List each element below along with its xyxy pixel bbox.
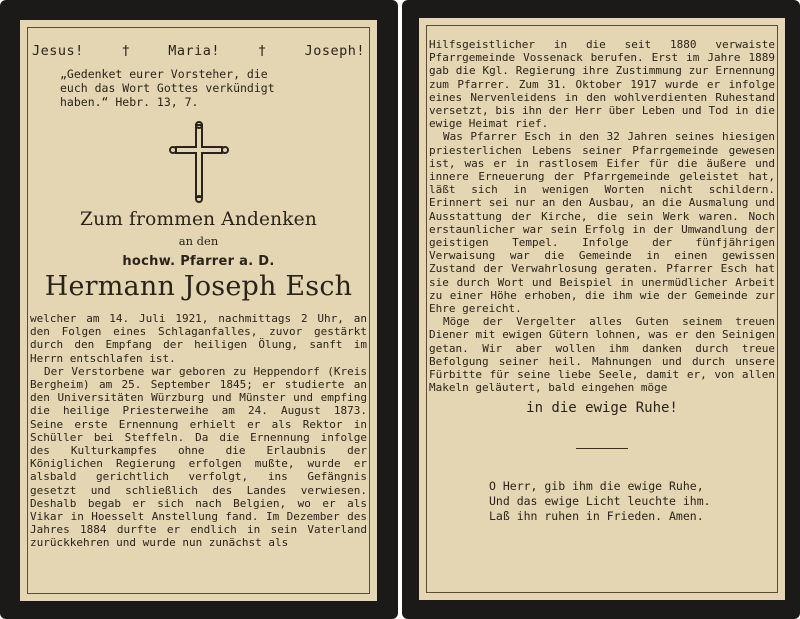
left-card — [0, 0, 398, 619]
right-body — [429, 38, 775, 394]
left-body — [30, 312, 367, 550]
paragraph: Was Pfarrer Esch in den 32 Jahren seines hiesigen priesterlichen Lebens seiner Pfarrgemeinde gewesen ist, was er in rastlosem Eifer für die äußere und innere Erneuerung der Pfarrgemeinde geleistet hat, läßt sich in wenigen Worten nicht schildern. Erinnert sei nur an den Ausbau, an die Ausmalung und Ausstattung der Kirche, die sein Werk waren. Noch erstaunlicher war sein Erfolg in der Umwandlung der geistigen Tempel. Infolge der fünfjährigen Verwaisung war die Gemeinde in einen gewissen Zustand der Verwahrlosung geraten. Pfarrer Esch hat sie durch Wort und Beispiel in unermüdlicher Arbeit zu einer Höhe erhoben, die ihm wie der Gemeinde zur Ehre gereicht. — [429, 130, 775, 316]
memorial-heading: Zum frommen Andenken — [80, 209, 317, 230]
closing-line: in die ewige Ruhe! — [526, 400, 678, 417]
invocation-jesus: Jesus! — [32, 43, 84, 59]
cross-separator: † — [258, 43, 267, 59]
divider — [576, 448, 628, 449]
deceased-name: Hermann Joseph Esch — [44, 271, 353, 302]
invocation-maria: Maria! — [168, 43, 221, 59]
paragraph: welcher am 14. Juli 1921, nachmittags 2 Uhr, an den Folgen eines Schlaganfalles, zuvor gestärkt durch den Empfang der heiligen Ölung, sanft im Herrn entschlafen ist. — [30, 312, 367, 365]
cross-icon — [169, 121, 229, 203]
invocation-joseph: Joseph! — [304, 43, 365, 59]
header-invocation — [30, 43, 367, 59]
right-page — [419, 18, 785, 600]
paragraph: Möge der Vergelter alles Guten seinem treuen Diener mit ewigen Gütern lohnen, was er den Seinigen getan. Wir aber wollen ihm danken durch treue Befolgung seiner heil. Mahnungen und durch unsere Fürbitte für seine liebe Seele, damit er, von allen Makeln geläutert, bald eingehen möge — [429, 315, 775, 395]
bible-quote: „Gedenket eurer Vorsteher, die euch das Wort Gottes verkündigt haben.“ Hebr. 13, 7. — [60, 67, 275, 109]
clergy-title: hochw. Pfarrer a. D. — [122, 254, 275, 269]
left-page — [20, 20, 377, 601]
cross-separator: † — [121, 43, 131, 59]
prayer: O Herr, gib ihm die ewige Ruhe, Und das ewige Licht leuchte ihm. Laß ihn ruhen in Frieden. Amen. — [489, 479, 711, 524]
memorial-subheading: an den — [178, 234, 219, 248]
right-card — [402, 0, 800, 619]
paragraph: Der Verstorbene war geboren zu Heppendorf (Kreis Bergheim) am 25. September 1845; er studierte an den Universitäten Würzburg und Münster und empfing die heilige Priesterweihe am 24. August 1873. Seine erste Ernennung erhielt er als Rektor in Schüller bei Steffeln. Da die Ernennung infolge des Kulturkampfes ohne die Erlaubnis der Königlichen Regierung erfolgen mußte, wurde er alsbald gerichtlich verfolgt, ins Gefängnis gesetzt und schließlich des Landes verwiesen. Deshalb begab er sich nach Belgien, wo er als Vikar in Hoesselt Anstellung fand. Im Dezember des Jahres 1884 durfte er endlich in sein Vaterland zurückkehren und wurde nun zunächst als — [30, 364, 367, 550]
paragraph: Hilfsgeistlicher in die seit 1880 verwaiste Pfarrgemeinde Vossenack berufen. Erst im Jahre 1889 gab die Kgl. Regierung ihre Zustimmung zur Ernennung zum Pfarrer. Zum 31. Oktober 1917 wurde er infolge eines Nervenleidens in den wohlverdienten Ruhestand versetzt, bis ihn der Herr über Leben und Tod in die ewige Heimat rief. — [429, 38, 775, 131]
